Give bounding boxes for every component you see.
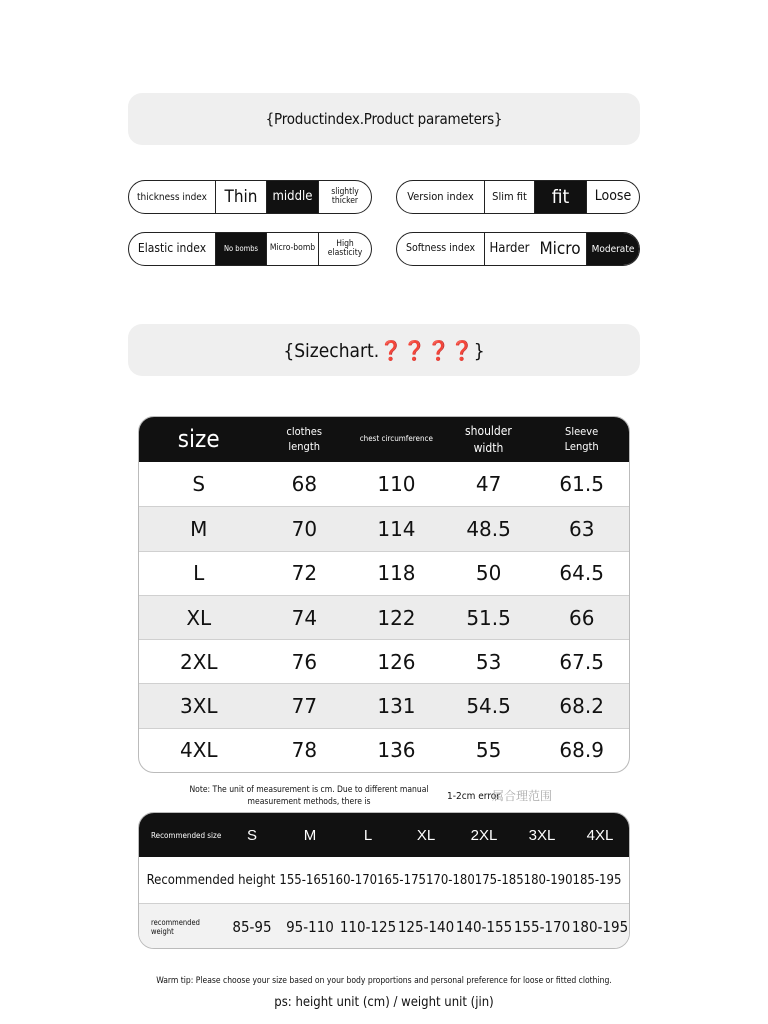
units-note: ps: height unit (cm) / weight unit (jin) [274,995,494,1010]
size-table-cell: 136 [377,738,416,763]
softness-option-moderate: Moderate [586,233,639,265]
size-table-row [139,506,629,550]
thickness-option-middle: middle [266,181,318,213]
size-table-cell: 3XL [179,694,218,719]
header-chest-circumference: chest circumference [359,434,433,444]
thickness-index-label: thickness index [137,191,207,203]
size-chart-banner [128,324,640,376]
size-table-cell: 72 [291,561,318,586]
rec-size: L [363,826,373,844]
size-table-cell: 54.5 [466,694,511,719]
warm-tip: Warm tip: Please choose your size based on your body proportions and personal preference for loose or fitted clothing. [156,976,612,986]
recommended-height-row [139,857,629,904]
recommended-weight-row [139,904,629,949]
rec-weight: 95-110 [286,918,334,936]
size-table-row [139,639,629,683]
rec-size: 3XL [528,826,556,844]
size-table-row [139,683,629,727]
size-table-cell: 68 [291,472,318,497]
measurement-note: Note: The unit of measurement is cm. Due to different manual measurement methods, there is [189,785,429,808]
rec-size: 2XL [470,826,498,844]
size-table-cell: 70 [291,516,318,541]
softness-index-label: Softness index [405,242,476,255]
size-table-cell: 50 [475,561,502,586]
size-table-cell: 126 [377,649,416,674]
size-table [138,416,630,773]
elastic-index-pill [128,232,372,266]
elastic-option-no-bombs: No bombs [215,233,266,265]
product-parameters-banner [128,93,640,145]
rec-weight: 85-95 [232,918,272,936]
version-index-label: Version index [407,189,474,203]
softness-option-harder: Harder [484,233,534,265]
recommendation-table [138,812,630,949]
thickness-option-slightly-thicker: slightly thicker [318,181,371,213]
size-table-cell: 114 [377,516,416,541]
rec-weight: 155-170 [513,918,571,936]
rec-size: S [246,826,257,844]
size-table-row [139,462,629,506]
recommended-weight-label: recommended weight [151,918,200,936]
product-parameters-title: {Productindex.Product parameters} [265,110,503,128]
size-chart-title: {Sizechart.❓❓❓❓} [283,339,485,362]
size-table-cell: 131 [377,694,416,719]
softness-index-pill [396,232,640,266]
size-table-cell: 64.5 [559,561,604,586]
rec-weight: 140-155 [455,918,513,936]
size-table-cell: 47 [475,472,502,497]
header-clothes-length: clothes length [286,424,323,453]
recommended-height-label: Recommended height [146,872,276,888]
size-table-row [139,728,629,772]
size-table-cell: 61.5 [559,472,604,497]
rec-weight: 110-125 [339,918,397,936]
size-table-cell: 67.5 [559,649,604,674]
size-table-header [139,417,629,462]
size-table-cell: 48.5 [466,516,511,541]
elastic-option-micro-bomb: Micro-bomb [266,233,318,265]
softness-option-micro: Micro [539,238,581,259]
size-table-cell: M [190,516,208,541]
size-table-cell: 78 [291,738,318,763]
error-label: 1-2cm error [447,791,500,802]
size-table-cell: 77 [291,694,318,719]
recommended-size-row [139,813,629,857]
size-table-cell: 76 [291,649,318,674]
rec-size: XL [416,826,436,844]
size-table-cell: 2XL [179,649,218,674]
rec-size: 4XL [586,826,614,844]
size-table-cell: 53 [475,649,502,674]
version-index-pill [396,180,640,214]
size-table-row [139,595,629,639]
recommended-size-label: Recommended size [151,830,222,840]
size-table-cell: 110 [377,472,416,497]
version-option-fit: fit [534,181,586,213]
header-size: size [177,425,220,454]
size-table-cell: 63 [568,516,595,541]
thickness-option-thin: Thin [215,181,266,213]
size-table-row [139,551,629,595]
size-table-cell: XL [186,605,212,630]
size-table-cell: 68.2 [559,694,604,719]
rec-weight: 180-195 [571,918,629,936]
thickness-index-pill [128,180,372,214]
size-table-cell: 4XL [179,738,218,763]
elastic-option-high-elasticity: High elasticity [318,233,371,265]
recommended-height-values: 155-165160-170165-175170-180175-185180-190185-195 [279,872,622,888]
size-table-cell: 51.5 [466,605,511,630]
size-table-cell: L [193,561,205,586]
header-sleeve-length: Sleeve Length [564,424,599,453]
header-shoulder-width: shoulder width [465,424,512,455]
size-table-cell: S [192,472,206,497]
size-table-cell: 55 [475,738,502,763]
rec-weight: 125-140 [397,918,455,936]
size-table-cell: 74 [291,605,318,630]
faint-watermark-text: 属合理范围 [492,789,553,803]
size-table-cell: 66 [568,605,595,630]
version-option-loose: Loose [586,181,639,213]
size-table-cell: 122 [377,605,416,630]
size-table-cell: 118 [377,561,416,586]
rec-size: M [303,826,317,844]
size-table-cell: 68.9 [559,738,604,763]
size-table-body [139,462,629,772]
version-option-slim-fit: Slim fit [484,181,534,213]
elastic-index-label: Elastic index [137,241,207,256]
